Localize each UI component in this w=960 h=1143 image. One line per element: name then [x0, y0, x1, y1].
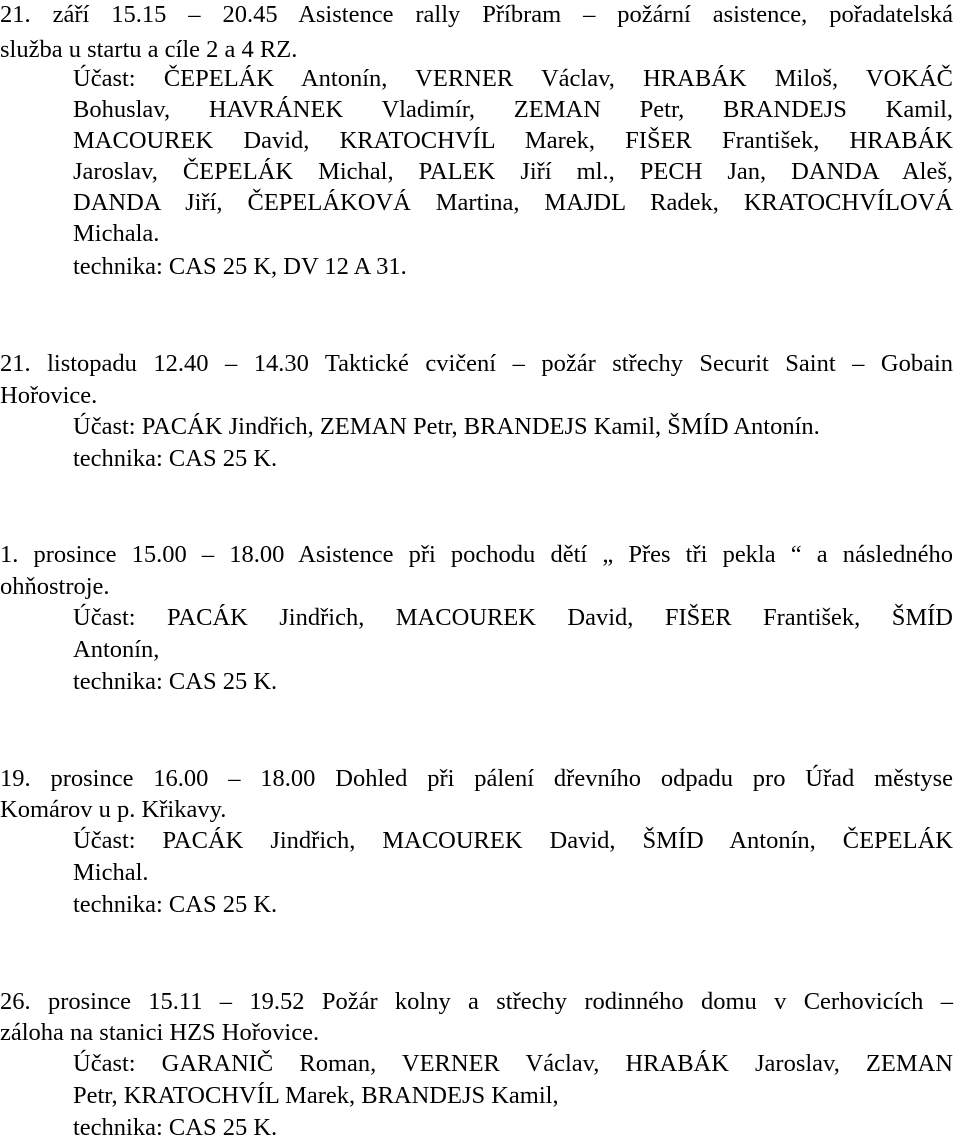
event-header-continued: ohňostroje.	[0, 573, 110, 600]
equipment-line: technika: CAS 25 K, DV 12 A 31.	[73, 253, 407, 280]
event-header: 1. prosince 15.00 – 18.00 Asistence při pochodu dětí „ Přes tři pekla “ a následného	[0, 541, 953, 568]
event-header-continued: Hořovice.	[0, 382, 98, 409]
event-header-continued: záloha na stanici HZS Hořovice.	[0, 1019, 320, 1046]
event-header: 21. září 15.15 – 20.45 Asistence rally Příbram – požární asistence, pořadatelská	[0, 1, 953, 28]
participants-line: Účast: PACÁK Jindřich, ZEMAN Petr, BRANDEJS Kamil, ŠMÍD Antonín.	[73, 413, 820, 440]
equipment-line: technika: CAS 25 K.	[73, 1114, 278, 1141]
participants-line: Jaroslav, ČEPELÁK Michal, PALEK Jiří ml., PECH Jan, DANDA Aleš,	[73, 158, 953, 185]
participants-line: Antonín,	[73, 636, 160, 663]
participants-line: DANDA Jiří, ČEPELÁKOVÁ Martina, MAJDL Radek, KRATOCHVÍLOVÁ	[73, 189, 953, 216]
event-header: 21. listopadu 12.40 – 14.30 Taktické cvičení – požár střechy Securit Saint – Gobain	[0, 350, 953, 377]
participants-line: Michal.	[73, 859, 149, 886]
event-header: 26. prosince 15.11 – 19.52 Požár kolny a střechy rodinného domu v Cerhovicích –	[0, 988, 953, 1015]
equipment-line: technika: CAS 25 K.	[73, 668, 278, 695]
participants-line: Účast: GARANIČ Roman, VERNER Václav, HRABÁK Jaroslav, ZEMAN	[73, 1050, 953, 1077]
participants-line: Účast: ČEPELÁK Antonín, VERNER Václav, HRABÁK Miloš, VOKÁČ	[73, 65, 953, 92]
event-header-continued: služba u startu a cíle 2 a 4 RZ.	[0, 36, 298, 63]
event-header-continued: Komárov u p. Křikavy.	[0, 796, 227, 823]
participants-line: MACOUREK David, KRATOCHVÍL Marek, FIŠER František, HRABÁK	[73, 127, 953, 154]
event-header: 19. prosince 16.00 – 18.00 Dohled při pálení dřevního odpadu pro Úřad městyse	[0, 765, 953, 792]
participants-line: Bohuslav, HAVRÁNEK Vladimír, ZEMAN Petr, BRANDEJS Kamil,	[73, 96, 953, 123]
equipment-line: technika: CAS 25 K.	[73, 891, 278, 918]
participants-line: Účast: PACÁK Jindřich, MACOUREK David, FIŠER František, ŠMÍD	[73, 604, 953, 631]
participants-line: Účast: PACÁK Jindřich, MACOUREK David, ŠMÍD Antonín, ČEPELÁK	[73, 827, 953, 854]
equipment-line: technika: CAS 25 K.	[73, 445, 278, 472]
participants-line: Petr, KRATOCHVÍL Marek, BRANDEJS Kamil,	[73, 1082, 559, 1109]
participants-line: Michala.	[73, 220, 160, 247]
